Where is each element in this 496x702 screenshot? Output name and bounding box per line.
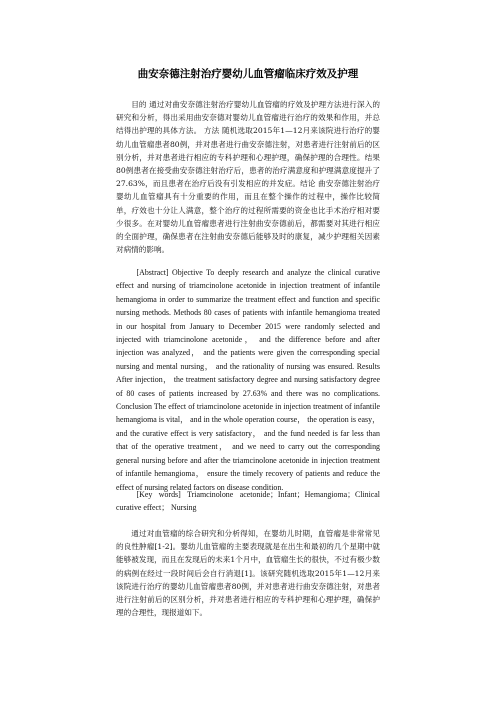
english-abstract: [Abstract] Objective To deeply research and analyze the clinical curative effect and nursing of triamcinolone acetonide in injection treatment of infantile hemangioma in order to summarize the treatment effect and function and specific nursing methods. Methods 80 cases of patients with infantile hemangioma treated in our hospital from January to December 2015 were randomly selected and injected with triamcinolone acetonide， and the difference before and after injection was analyzed， and the patients were given the corresponding special nursing and mental nursing， and the rationality of nursing was ensured. Results After injection， the treatment satisfactory degree and nursing satisfactory degree of 80 cases of patients increased by 27.63% and there was no complications. Conclusion The effect of triamcinolone acetonide in injection treatment of infantile hemangioma is vital， and in the whole operation course， the operation is easy， and the curative effect is very satisfactory， and the fund needed is far less than that of the operative treatment， and we need to carry out the corresponding general nursing before and after the triamcinolone acetonide in injection treatment of infantile hemangioma， ensure the timely recovery of patients and reduce the effect of nursing related factors on disease condition. [116, 268, 380, 492]
keywords: [Key words] Triamcinolone acetonide；Infant；Hemangioma；Clinical curative effect； Nursing [116, 490, 380, 513]
paper-title: 曲安奈德注射治疗婴幼儿血管瘤临床疗效及护理 [137, 68, 359, 80]
chinese-abstract: 目的 通过对曲安奈德注射治疗婴幼儿血管瘤的疗效及护理方法进行深入的研究和分析，得出采用曲安奈德对婴幼儿血管瘤进行治疗的效果和作用，并总结得出护理的具体方法。 方法 随机选取2015年1—12月来该院进行治疗的婴幼儿血管瘤患者80例，并对患者进行曲安奈德注射，对患者进行注射前后的区别分析，并对患者进行相应的专科护理和心理护理，确保护理的合理性。结果 80例患者在接受曲安奈德注射治疗后，患者的治疗满意度和护理满意度提升了27.63%，而且患者在治疗后没有引发相应的并发症。结论 曲安奈德注射治疗婴幼儿血管瘤具有十分重要的作用，而且在整个操作的过程中，操作比较简单，疗效也十分让人满意，整个治疗的过程所需要的资金也比手术治疗相对要少很多。在对婴幼儿血管瘤患者进行注射曲安奈德前后，都需要对其进行相应的全面护理，确保患者在注射曲安奈德后能够及时的康复，减少护理相关因素对病情的影响。 [116, 100, 380, 255]
introduction-paragraph: 通过对血管瘤的综合研究和分析得知，在婴幼儿时期，血管瘤是非常常见的良性肿瘤[1-2]。婴幼儿血管瘤的主要表现就是在出生和最初的几个星期中就能够被发现，而且在发现后的未来1个月中，血管瘤生长的很快，不过有极少数的病例在经过一段时间后会自行消退[1]。该研究随机选取2015年1—12月来该院进行治疗的婴幼儿血管瘤患者80例，并对患者进行曲安奈德注射，对患者进行注射前后的区别分析，并对患者进行相应的专科护理和心理护理，确保护理的合理性，现报道如下。 [116, 529, 380, 618]
